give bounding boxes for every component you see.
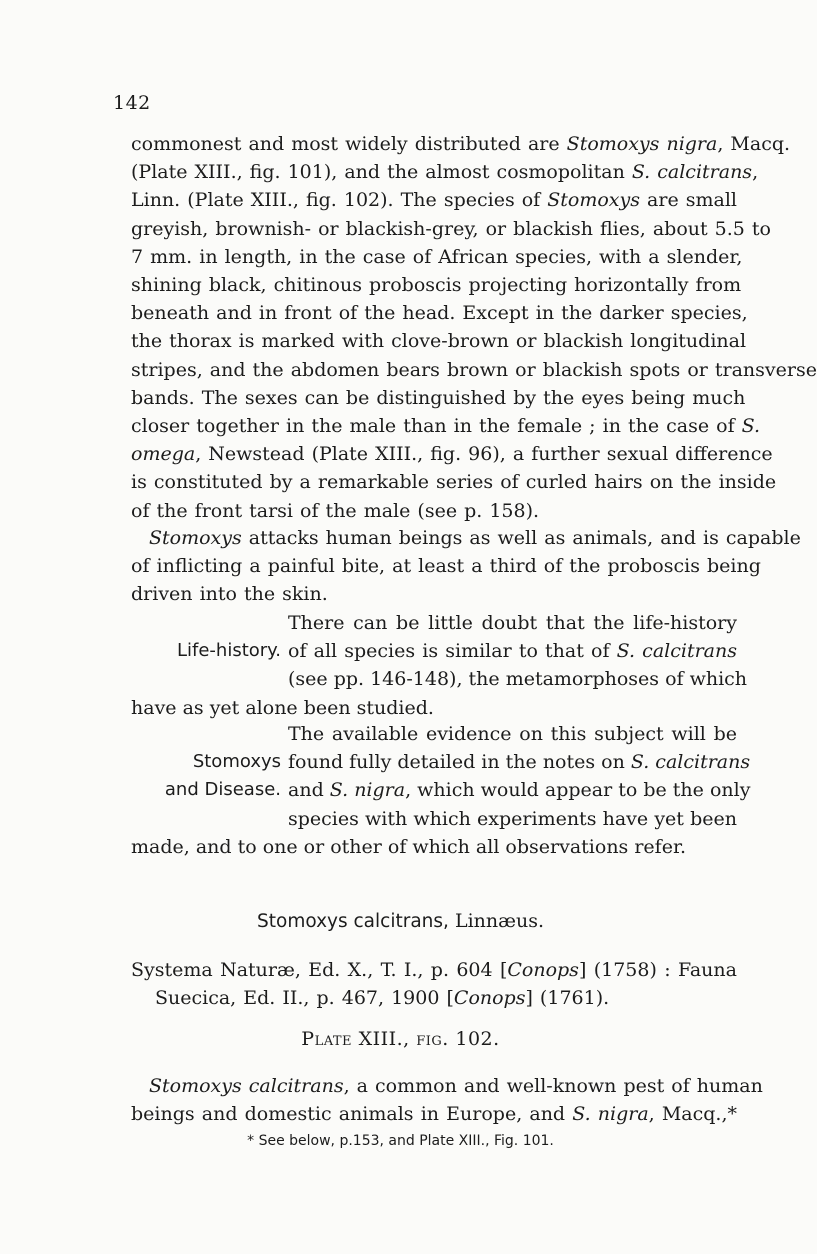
plate-caption: Plate XIII., fig. 102.	[301, 1028, 500, 1050]
page-number: 142	[113, 92, 151, 114]
side-heading-and-disease: and Disease.	[164, 779, 281, 800]
text-line: (see pp. 146-148), the metamorphoses of which	[288, 668, 748, 691]
text-line: found fully detailed in the notes on S. calcitrans	[288, 751, 751, 774]
text-line: There can be little doubt that the life-history	[288, 612, 737, 634]
side-heading-stomoxys: Stomoxys	[192, 751, 281, 772]
text-line: greyish, brownish- or blackish-grey, or blackish flies, about 5.5 to	[131, 217, 771, 240]
footnote: * See below, p.153, and Plate XIII., Fig. 101.	[247, 1133, 554, 1149]
text-line: Stomoxys calcitrans, a common and well-known pest of human	[149, 1075, 763, 1097]
text-line: commonest and most widely distributed are Stomoxys nigra, Macq.	[131, 133, 791, 155]
paragraph-calcitrans	[131, 1072, 763, 1128]
text-line: Suecica, Ed. II., p. 467, 1900 [Conops] (1761).	[155, 987, 610, 1010]
text-line: of the front tarsi of the male (see p. 158).	[131, 499, 540, 522]
paragraph-species-overview	[131, 130, 817, 525]
text-line: of inflicting a painful bite, at least a third of the proboscis being	[131, 555, 761, 578]
side-heading-life-history: Life-history.	[176, 640, 281, 661]
species-heading: Stomoxys calcitrans, Linnæus.	[257, 910, 544, 932]
text-line: stripes, and the abdomen bears brown or blackish spots or transverse	[131, 358, 817, 381]
paragraph-bite	[131, 524, 801, 609]
text-line: beneath and in front of the head. Except in the darker species,	[131, 302, 748, 325]
text-line: of all species is similar to that of S. calcitrans	[288, 640, 737, 663]
disease-section	[131, 720, 751, 865]
text-line: Stomoxys attacks human beings as well as animals, and is capable	[149, 527, 801, 549]
citation	[131, 956, 737, 1012]
text-line: bands. The sexes can be distinguished by the eyes being much	[131, 386, 746, 409]
text-line: made, and to one or other of which all observations refer.	[131, 835, 686, 858]
life-history-section	[131, 609, 748, 722]
text-line: beings and domestic animals in Europe, and S. nigra, Macq.,*	[131, 1103, 738, 1126]
text-line: (Plate XIII., fig. 101), and the almost cosmopolitan S. calcitrans,	[131, 161, 759, 184]
text-line: species with which experiments have yet been	[288, 807, 737, 830]
text-line: shining black, chitinous proboscis projecting horizontally from	[131, 274, 742, 297]
life-history-text	[288, 609, 748, 694]
text-line: the thorax is marked with clove-brown or blackish longitudinal	[131, 330, 747, 353]
text-line: The available evidence on this subject will be	[288, 723, 737, 745]
text-line: 7 mm. in length, in the case of African species, with a slender,	[131, 245, 743, 268]
text-line: driven into the skin.	[131, 583, 328, 606]
text-line: Linn. (Plate XIII., fig. 102). The species of Stomoxys are small	[131, 189, 737, 212]
text-line: have as yet alone been studied.	[131, 696, 434, 719]
text-line: omega, Newstead (Plate XIII., fig. 96), a further sexual difference	[131, 443, 773, 466]
text-line: is constituted by a remarkable series of curled hairs on the inside	[131, 471, 777, 494]
text-line: and S. nigra, which would appear to be the only	[288, 779, 751, 802]
text-line: closer together in the male than in the female ; in the case of S.	[131, 415, 761, 438]
disease-text	[288, 720, 751, 833]
text-line: Systema Naturæ, Ed. X., T. I., p. 604 [Conops] (1758) : Fauna	[131, 959, 737, 981]
